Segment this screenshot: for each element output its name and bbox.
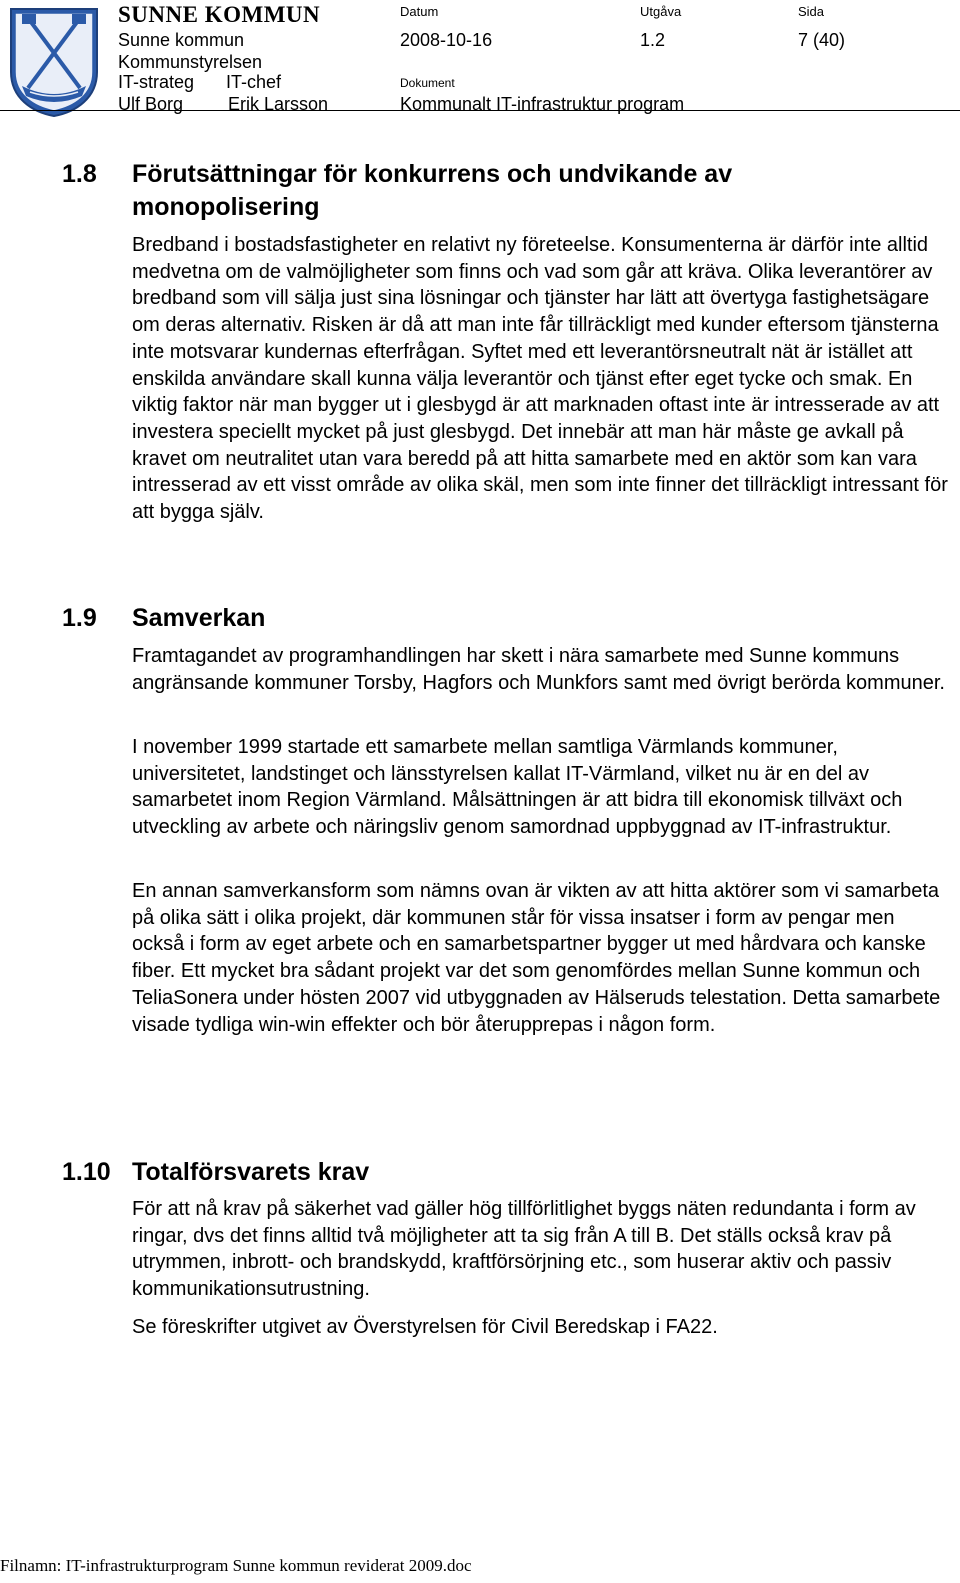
role-it-strateg: IT-strateg (118, 72, 195, 92)
section-paragraph: För att nå krav på säkerhet vad gäller hög tillförlitlighet byggs näten redundanta i form av ringar, dvs det finns alltid två möjligheter att ta sig från A till B. Det ställs också krav på utrymmen, inbrott- och brandskydd, kraftförsörjning etc., som huserar aktiv och passiv kommunikationsutrustning. (132, 1198, 916, 1301)
section-paragraph: Framtagandet av programhandlingen har skett i nära samarbete med Sunne kommuns angränsande kommuner Torsby, Hagfors och Munkfors samt med övrigt berörda kommuner. (132, 645, 945, 694)
section-paragraph: En annan samverkansform som nämns ovan är vikten av att hitta aktörer som vi samarbeta på olika sätt i olika projekt, där kommunen står för vissa insatser i form av pengar men också i form av eget arbete och en samarbetspartner bygger ut med hårdvara och kanske fiber. Ett mycket bra sådant projekt var det som genomfördes mellan Sunne kommun och TeliaSonera under hösten 2007 vid utbyggnaden av Hälseruds telestation. Detta samarbete visade tydliga win-win effekter och bör återupprepas i någon form. (132, 880, 941, 1036)
municipality-name: Sunne kommun (118, 30, 245, 50)
footer-filename: Filnamn: IT-infrastrukturprogram Sunne kommun reviderat 2009.doc (0, 1556, 472, 1575)
section-paragraph: Bredband i bostadsfastigheter en relativt ny företeelse. Konsumenterna är därför inte alltid medvetna om de valmöjligheter som finns och vad som går att kräva. Olika leverantörer av bredband som vill sälja just sina lösningar och tjänster har lätt att övertyga fastighetsägare om deras alternativ. Risken är då att man inte får tillräckligt med kunder eftersom tjänsterna inte motsvarar kundernas efterfrågan. Syftet med ett leverantörsneutralt nät är istället att enskilda användare skall kunna välja leverantör och tjänst efter eget tycke och smak. En viktig faktor när man bygger ut i glesbygd är att marknaden oftast inte är intresserade av att investera speciellt mycket på just glesbygd. Det innebär att man här måste ge avkall på kravet om neutralitet utan vara beredd på att hitta samarbete med en aktör som kan vara intresserad av ett visst område av olika skäl, men som inte finner det tillräckligt intressant för att bygga själv. (132, 234, 948, 524)
section-number: 1.10 (62, 1158, 111, 1186)
header-divider (0, 110, 960, 111)
document-header (0, 0, 960, 114)
dokument-label: Dokument (400, 76, 455, 90)
section-number: 1.9 (62, 604, 97, 632)
datum-value: 2008-10-16 (400, 30, 493, 50)
sida-value: 7 (40) (798, 30, 846, 50)
section-title: Totalförsvarets krav (132, 1158, 370, 1186)
coat-of-arms-icon (8, 6, 100, 118)
utgava-value: 1.2 (640, 30, 666, 50)
organization-name: SUNNE KOMMUN (118, 2, 321, 27)
author-name: Ulf Borg (118, 94, 184, 114)
section-paragraph: I november 1999 startade ett samarbete mellan samtliga Värmlands kommuner, universitetet, landstinget och länsstyrelsen kallat IT-Värmland, vilket nu är en del av samarbetet inom Region Värmland. Målsättningen är att bidra till ekonomisk tillväxt och utveckling av arbete och näringsliv genom samordnad uppbyggnad av IT-infrastruktur. (132, 736, 903, 839)
utgava-label: Utgåva (640, 4, 682, 19)
manager-name: Erik Larsson (228, 94, 329, 114)
section-title: Förutsättningar för konkurrens och undvikande av monopolisering (132, 160, 733, 221)
datum-label: Datum (400, 4, 439, 19)
board-name: Kommunstyrelsen (118, 52, 263, 72)
dokument-value: Kommunalt IT-infrastruktur program (400, 94, 685, 114)
section-paragraph: Se föreskrifter utgivet av Överstyrelsen för Civil Beredskap i FA22. (132, 1316, 718, 1338)
section-number: 1.8 (62, 160, 97, 188)
role-it-chef: IT-chef (226, 72, 282, 92)
sida-label: Sida (798, 4, 825, 19)
section-title: Samverkan (132, 604, 266, 632)
